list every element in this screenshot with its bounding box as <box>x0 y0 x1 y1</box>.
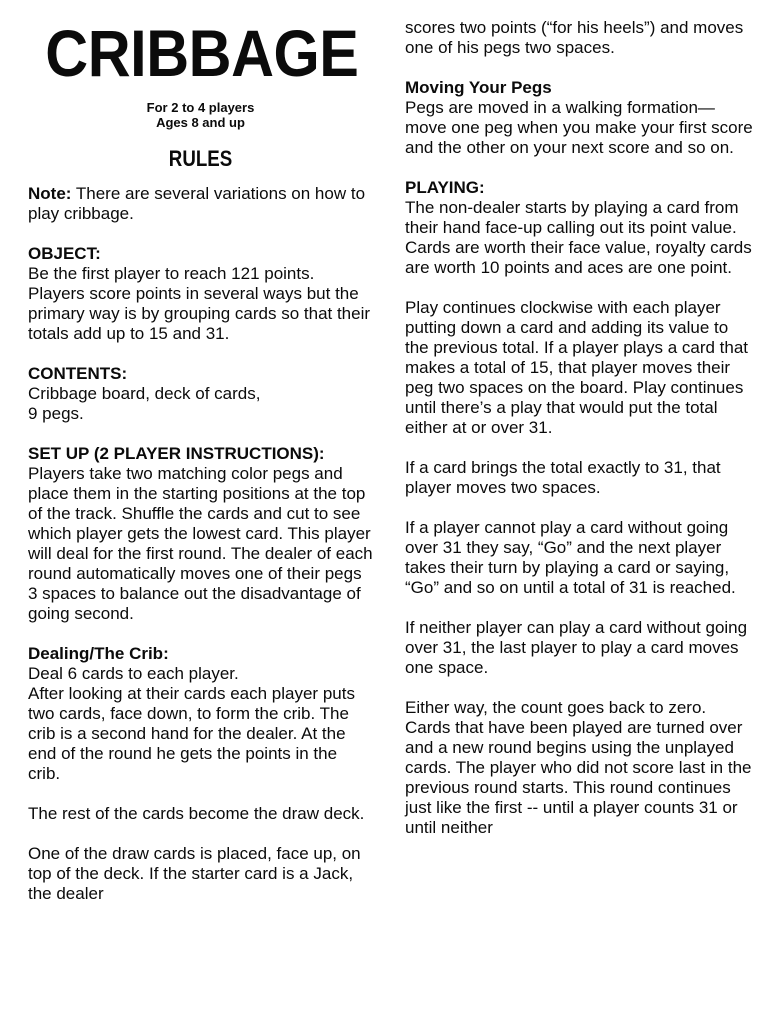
setup-heading: SET UP (2 PLAYER INSTRUCTIONS): <box>28 444 325 463</box>
object-heading: OBJECT: <box>28 244 101 263</box>
draw-deck-text: The rest of the cards become the draw deck. <box>28 804 365 823</box>
dealing-text: After looking at their cards each player puts two cards, face down, to form the crib. The crib is a second hand for the dealer. At the end of the round he gets the points in the crib. <box>28 684 355 783</box>
players-line: For 2 to 4 players <box>146 100 255 115</box>
note-label: Note: <box>28 184 72 203</box>
count-back-text: Either way, the count goes back to zero. Cards that have been played are turned over and a new round begins using the unplayed cards. The player who did not score last in the previous round starts. This round continues just like the first -- until a player counts 31 or until neither <box>405 698 752 837</box>
contents-heading: CONTENTS: <box>28 364 128 383</box>
right-column <box>405 18 755 838</box>
rules-body-left <box>28 184 373 904</box>
note-text: There are several variations on how to play cribbage. <box>28 184 366 223</box>
heels-text: scores two points (“for his heels”) and moves one of his pegs two spaces. <box>405 18 744 57</box>
setup-text: Players take two matching color pegs and place them in the starting positions at the top of the track. Shuffle the cards and cut to see which player gets the lowest card. This player will deal for the first round. The dealer of each round automatically moves one of their pegs 3 spaces to balance out the disadvantage of going second. <box>28 464 373 623</box>
play-continues-text: Play continues clockwise with each player putting down a card and adding its value to the previous total. If a player plays a card that makes a total of 15, that player moves their peg two spaces on the board. Play continues until there’s a play that would put the total either at or over 31. <box>405 298 749 437</box>
playing-text: The non-dealer starts by playing a card from their hand face-up calling out its point value. Cards are worth their face value, royalty cards are worth 10 points and aces are one point. <box>405 198 752 277</box>
rules-heading: RULES <box>168 146 233 171</box>
moving-text: Pegs are moved in a walking formation—move one peg when you make your first score and the other on your next score and so on. <box>405 98 753 157</box>
neither-text: If neither player can play a card without going over 31, the last player to play a card moves one space. <box>405 618 748 677</box>
exactly-31-text: If a card brings the total exactly to 31, that player moves two spaces. <box>405 458 721 497</box>
document-title: CRIBBAGE <box>45 16 359 90</box>
ages-line: Ages 8 and up <box>156 115 245 130</box>
dealing-heading: Dealing/The Crib: <box>28 644 169 663</box>
left-column <box>28 18 373 904</box>
dealing-line-1: Deal 6 cards to each player. <box>28 664 239 683</box>
moving-heading: Moving Your Pegs <box>405 78 552 97</box>
object-text: Be the first player to reach 121 points. Players score points in several ways but the primary way is by grouping cards so that their totals add up to 15 and 31. <box>28 264 371 343</box>
contents-line-2: 9 pegs. <box>28 404 84 423</box>
go-text: If a player cannot play a card without going over 31 they say, “Go” and the next player takes their turn by playing a card or saying, “Go” and so on until a total of 31 is reached. <box>405 518 736 597</box>
playing-heading: PLAYING: <box>405 178 485 197</box>
note-paragraph <box>28 184 373 224</box>
starter-text: One of the draw cards is placed, face up, on top of the deck. If the starter card is a Jack, the dealer <box>28 844 361 903</box>
contents-line-1: Cribbage board, deck of cards, <box>28 384 261 403</box>
